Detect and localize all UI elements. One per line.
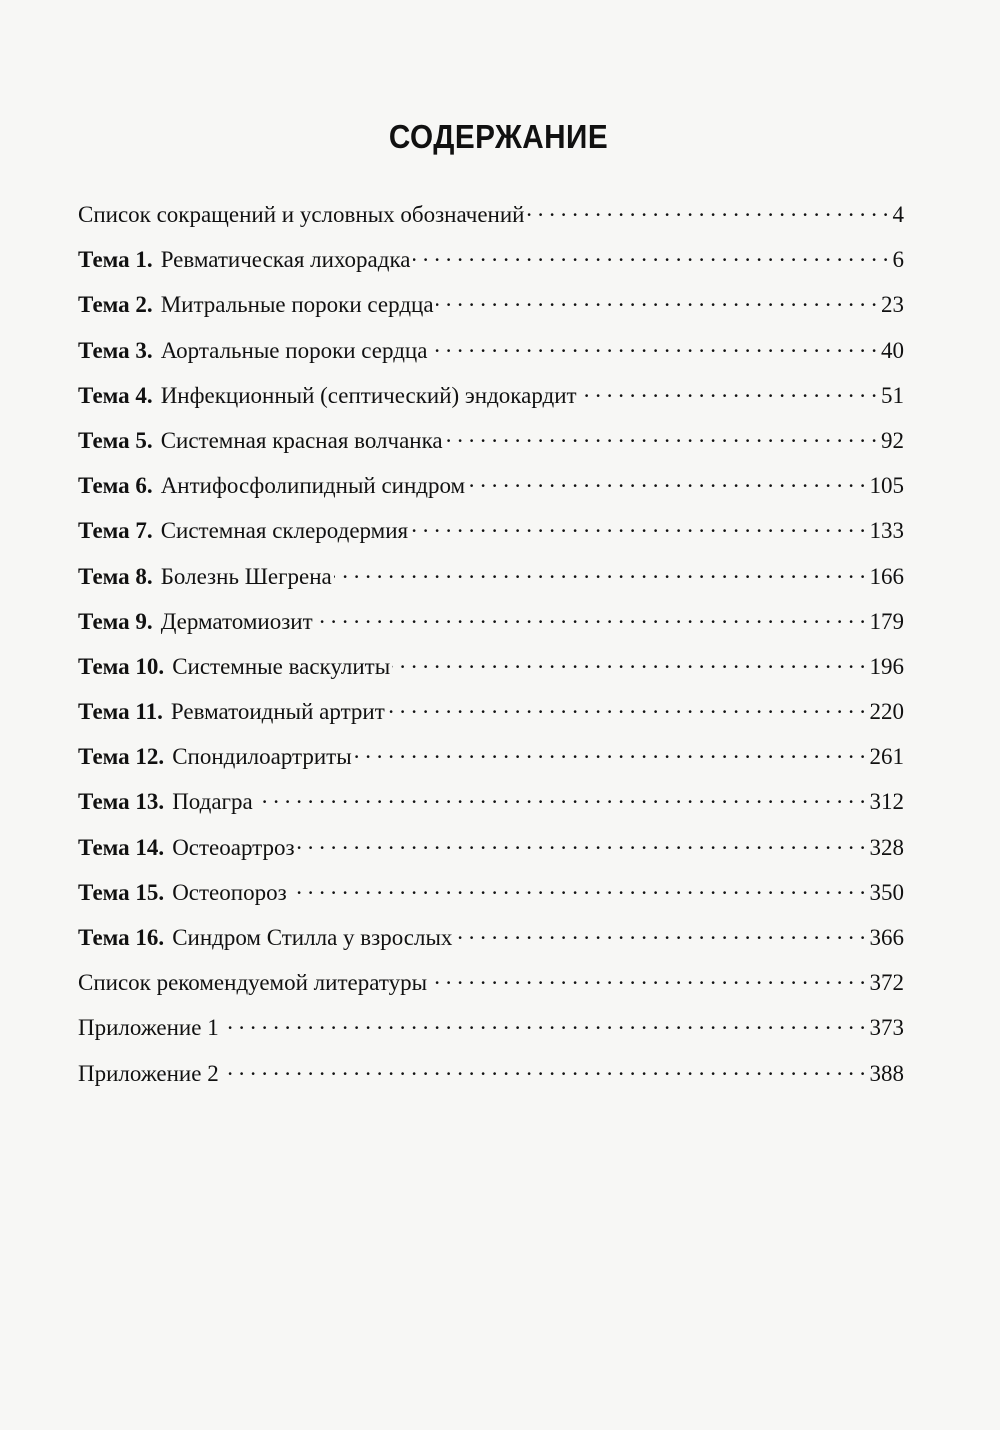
dot-leader <box>221 1055 866 1081</box>
dot-leader <box>579 377 877 403</box>
toc-entry <box>78 512 904 557</box>
toc-entry-page-number: 4 <box>892 202 904 227</box>
toc-entry-number: Тема 16. <box>78 925 165 950</box>
toc-entry-label: Митральные пороки сердца <box>160 292 434 318</box>
toc-entry <box>78 603 904 648</box>
toc-entry-number: Тема 4. <box>78 382 153 408</box>
toc-entry-page-number: 179 <box>869 608 904 634</box>
toc-entry <box>78 377 904 422</box>
dot-leader <box>429 964 865 990</box>
dot-leader <box>436 286 877 312</box>
toc-entry-label: Список сокращений и условных обозначений <box>78 202 525 227</box>
toc-entry-label: Остеоартроз <box>172 834 295 860</box>
toc-entry-number: Тема 5. <box>78 427 153 453</box>
toc-entry-label: Ревматоидный артрит <box>170 699 385 725</box>
toc-entry-label: Болезнь Шегрена <box>160 563 332 589</box>
toc-entry-number: Тема 8. <box>78 563 153 589</box>
toc-entry-number: Тема 10. <box>78 653 165 679</box>
toc-entry-page-number: 220 <box>869 699 904 725</box>
dot-leader <box>221 1009 866 1035</box>
dot-leader <box>429 332 877 358</box>
toc-entry <box>78 558 904 603</box>
toc-entry-number: Тема 12. <box>78 744 165 770</box>
toc-entry-label: Системная красная волчанка <box>160 427 443 453</box>
toc-entry-label: Дерматомиозит <box>160 608 313 634</box>
toc-entry-page-number: 373 <box>869 1015 904 1041</box>
toc-entry-label: Синдром Стилла у взрослых <box>172 925 453 950</box>
toc-entry-label: Инфекционный (септический) эндокардит <box>160 382 577 408</box>
toc-entry <box>78 422 904 467</box>
toc-entry-label: Ревматическая лихорадка <box>160 247 411 273</box>
toc-entry-label: Приложение 2 <box>78 1060 219 1086</box>
toc-entry-number: Тема 13. <box>78 789 165 815</box>
dot-leader <box>315 603 866 629</box>
dot-leader <box>255 783 866 809</box>
dot-leader <box>354 738 866 764</box>
toc-entry-page-number: 23 <box>881 292 904 318</box>
toc-entry-number: Тема 2. <box>78 292 153 318</box>
toc-entry-page-number: 40 <box>881 337 904 363</box>
toc-entry-number: Тема 15. <box>78 879 165 905</box>
toc-entry <box>78 1055 904 1100</box>
toc-entry-page-number: 372 <box>869 970 904 996</box>
toc-entry-number: Тема 7. <box>78 518 153 544</box>
toc-entry <box>78 648 904 693</box>
toc-entry <box>78 241 904 286</box>
dot-leader <box>392 648 865 674</box>
dot-leader <box>467 467 865 493</box>
toc-entry-page-number: 51 <box>881 382 904 408</box>
toc-entry-label: Подагра <box>172 789 253 815</box>
toc-entry <box>78 783 904 828</box>
dot-leader <box>297 829 866 855</box>
toc-entry-page-number: 133 <box>869 518 904 544</box>
toc-entry-label: Спондилоартриты <box>172 744 352 770</box>
toc-entry-page-number: 196 <box>869 653 904 679</box>
dot-leader <box>413 241 889 267</box>
toc-entry-number: Тема 3. <box>78 337 153 363</box>
toc-entry-label: Системная склеродермия <box>160 518 409 544</box>
toc-entry-label: Аортальные пороки сердца <box>160 337 428 363</box>
toc-entry <box>78 1009 904 1054</box>
table-of-contents <box>78 196 904 1100</box>
toc-entry-page-number: 105 <box>869 473 904 499</box>
toc-entry <box>78 738 904 783</box>
dot-leader <box>289 874 866 900</box>
toc-entry-label: Список рекомендуемой литературы <box>78 970 428 996</box>
toc-entry-number: Тема 11. <box>78 699 163 725</box>
toc-entry-page-number: 92 <box>881 427 904 453</box>
toc-entry-page-number: 6 <box>892 247 904 273</box>
toc-entry-label: Приложение 1 <box>78 1015 219 1041</box>
toc-entry-number: Тема 6. <box>78 473 153 499</box>
toc-entry <box>78 332 904 377</box>
toc-entry-page-number: 350 <box>869 879 904 905</box>
toc-entry-page-number: 366 <box>869 925 904 950</box>
toc-entry <box>78 693 904 738</box>
page-title: СОДЕРЖАНИЕ <box>388 118 609 155</box>
toc-entry <box>78 467 904 512</box>
toc-entry-label: Системные васкулиты <box>172 653 391 679</box>
dot-leader <box>454 919 865 945</box>
dot-leader <box>334 558 866 584</box>
toc-entry <box>78 964 904 1009</box>
toc-entry-page-number: 166 <box>869 563 904 589</box>
toc-entry-number: Тема 9. <box>78 608 153 634</box>
toc-entry <box>78 196 904 241</box>
dot-leader <box>445 422 877 448</box>
toc-entry-number: Тема 1. <box>78 247 153 273</box>
toc-entry-page-number: 312 <box>869 789 904 815</box>
toc-entry <box>78 919 904 964</box>
toc-entry <box>78 829 904 874</box>
dot-leader <box>387 693 866 719</box>
toc-entry-number: Тема 14. <box>78 834 165 860</box>
toc-entry <box>78 874 904 919</box>
dot-leader <box>410 512 865 538</box>
toc-entry-page-number: 328 <box>869 834 904 860</box>
toc-entry <box>78 286 904 331</box>
toc-entry-label: Остеопороз <box>172 879 287 905</box>
toc-entry-page-number: 261 <box>869 744 904 770</box>
toc-entry-page-number: 388 <box>869 1060 904 1086</box>
toc-entry-label: Антифосфолипидный синдром <box>160 473 466 499</box>
dot-leader <box>526 196 888 222</box>
